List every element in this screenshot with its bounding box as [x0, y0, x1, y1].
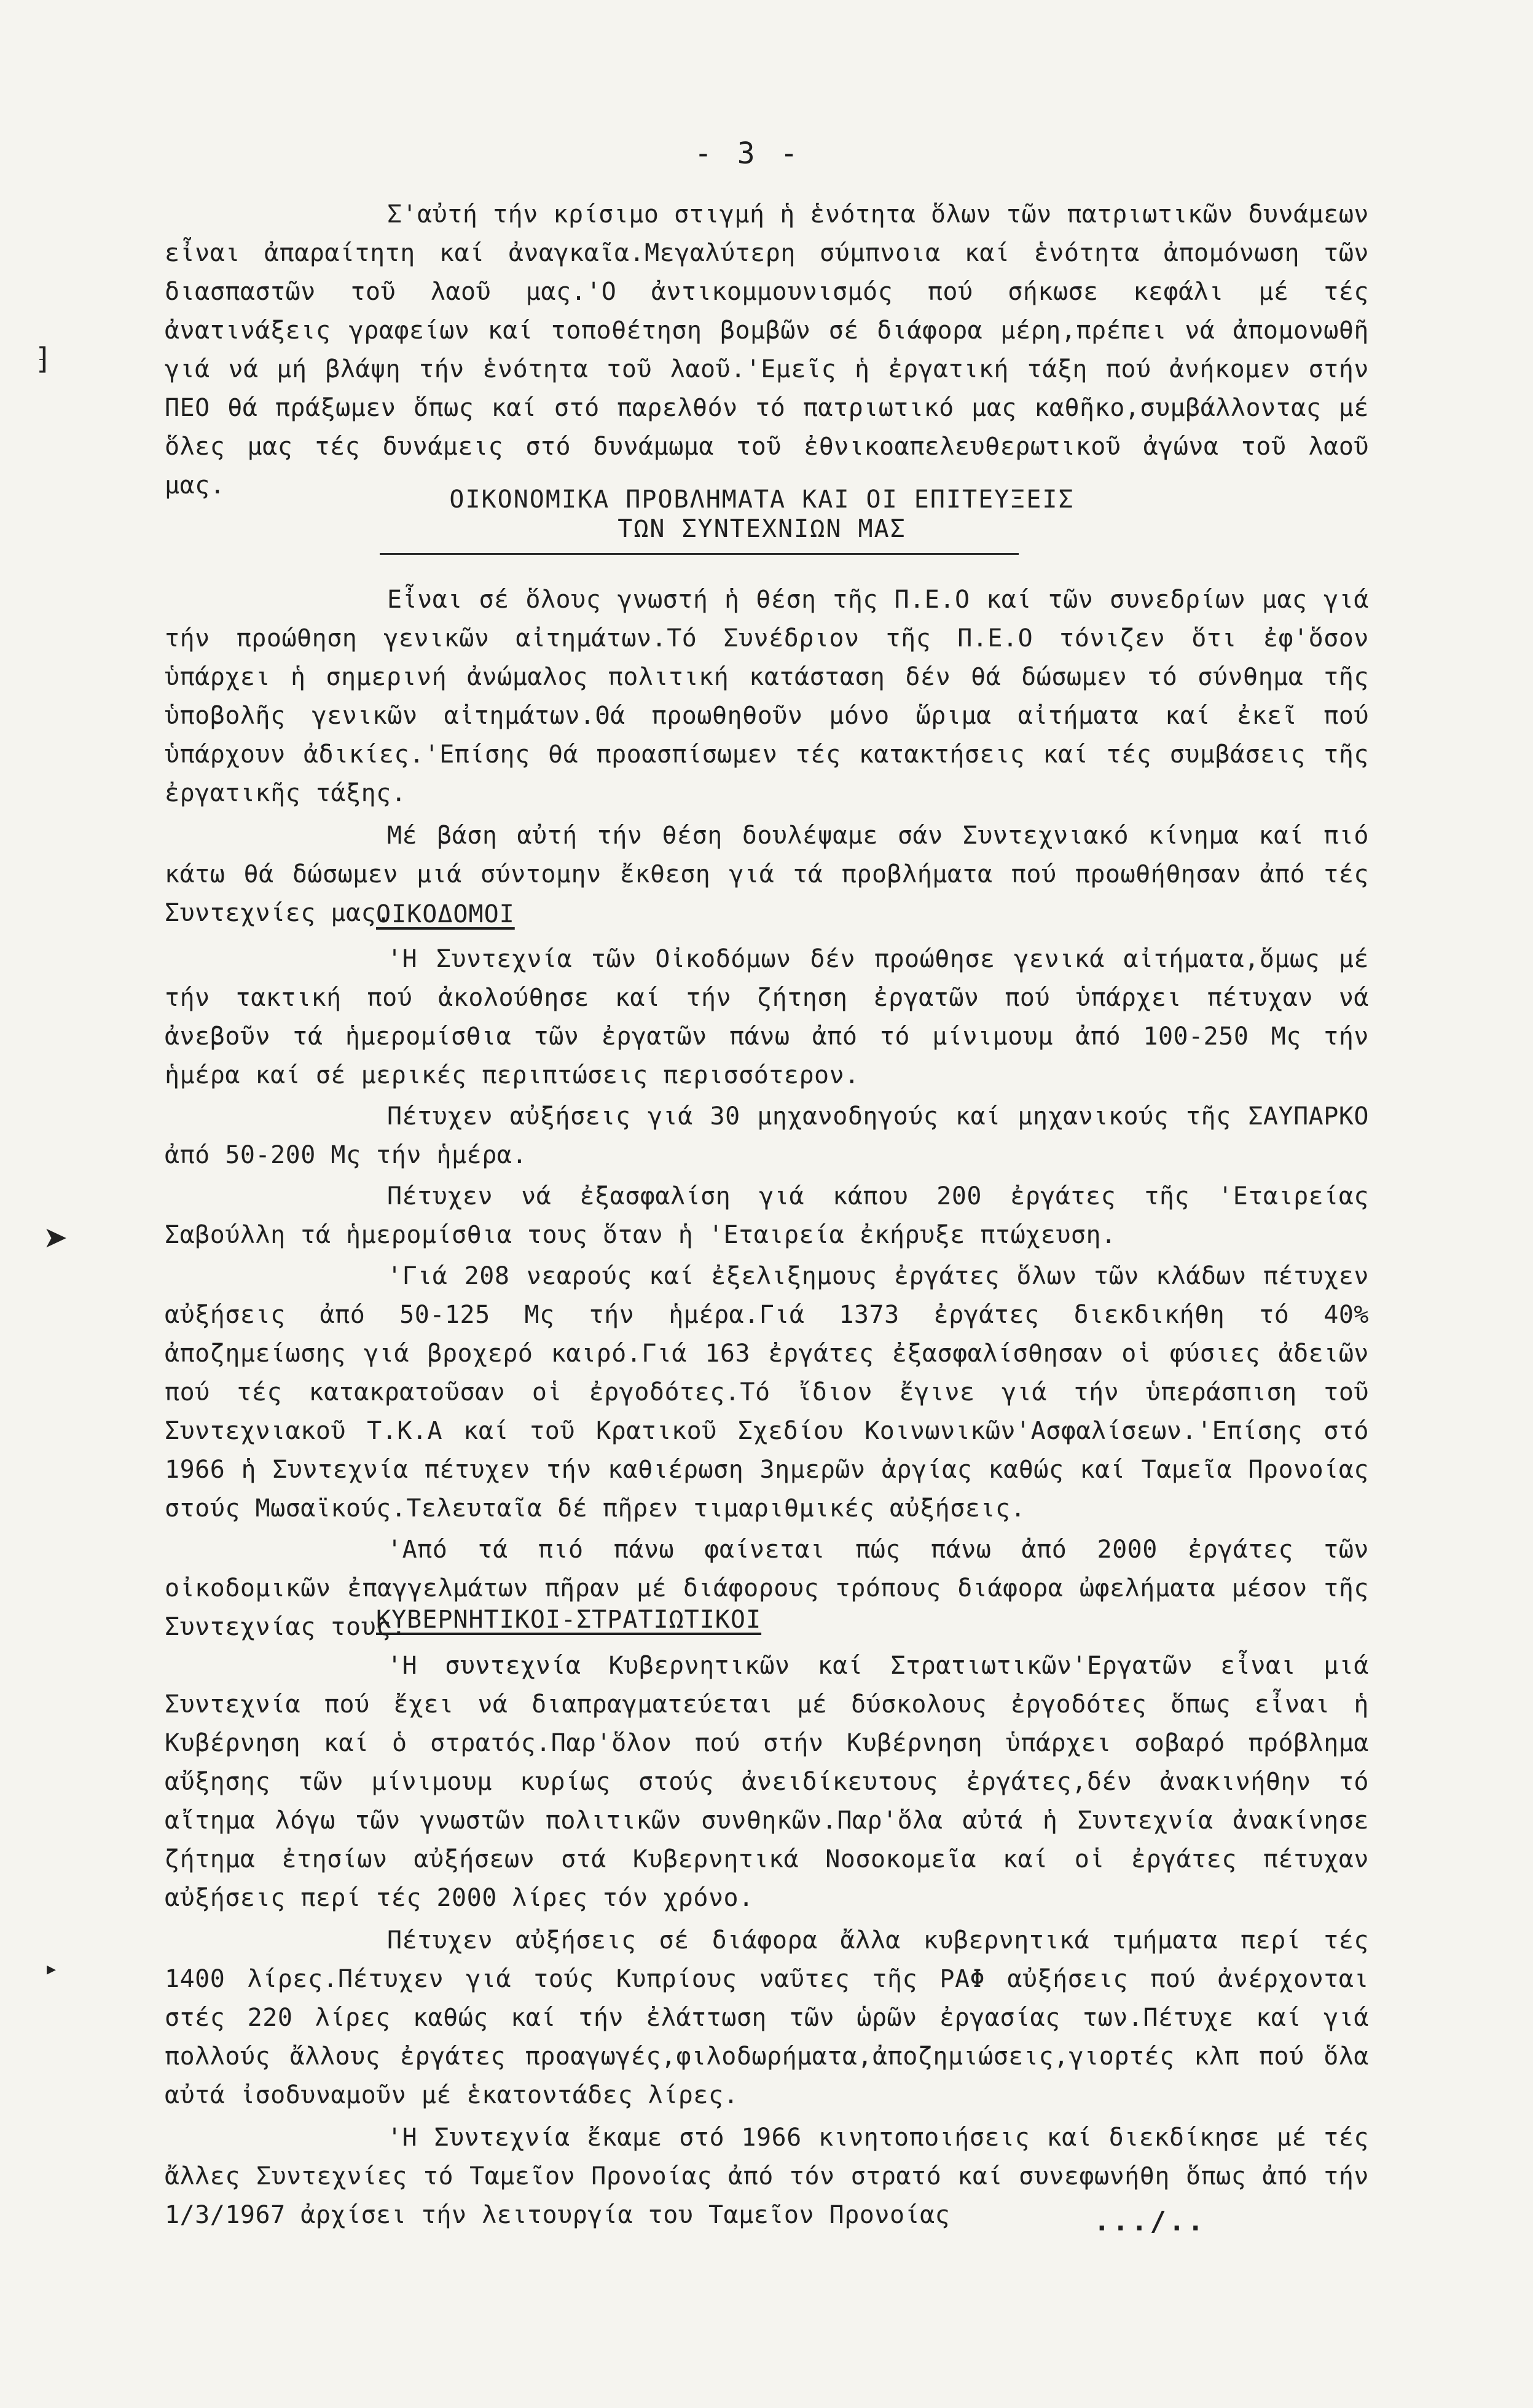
economic-paragraph: Μέ βάση αὐτή τήν θέση δουλέψαμε σάν Συντεχνιακό κίνημα καί πιό κάτω θά δώσωμεν μιά σύντομην ἔκθεση γιά τά προβλήματα πού προωθήθησαν ἀπό τές Συντεχνίες μας. — [165, 822, 1369, 927]
page-number: - 3 - — [694, 136, 802, 171]
government-section — [165, 1647, 1369, 2235]
builders-paragraph: Πέτυχεν αὐξήσεις γιά 30 μηχανοδηγούς καί μηχανικούς τῆς ΣΑΥΠΑΡΚΟ ἀπό 50-200 Μς τήν ἡμέρα. — [165, 1102, 1369, 1169]
government-paragraph: 'Η Συντεχνία ἔκαμε στό 1966 κινητοποιήσεις καί διεκδίκησε μέ τές ἄλλες Συντεχνίες τό Ταμεῖον Προνοίας ἀπό τόν στρατό καί συνεφωνήθη ὅπως ἀπό τήν 1/3/1967 ἀρχίσει τήν λειτουργία του Ταμεῖον Προνοίας — [165, 2124, 1369, 2229]
builders-paragraph: 'Γιά 208 νεαρούς καί ἐξελιξημους ἐργάτες ὅλων τῶν κλάδων πέτυχεν αὐξήσεις ἀπό 50-125 Μς τήν ἡμέρα.Γιά 1373 ἐργάτες διεκδικήθη τό 40% ἀποζημείωσης γιά βροχερό καιρό.Γιά 163 ἐργάτες ἐξασφαλίσθησαν οἱ φύσιες ἀδειῶν πού τές κατακρατοῦσαν οἱ ἐργοδότες.Τό ἴδιον ἔγινε γιά τήν ὑπεράσπιση τοῦ Συντεχνιακοῦ Τ.Κ.Α καί τοῦ Κρατικοῦ Σχεδίου Κοινωνικῶν'Ασφαλίσεων.'Επίσης στό 1966 ἡ Συντεχνία πέτυχεν τήν καθιέρωση 3ημερῶν ἀργίας καθώς καί Ταμεῖα Προνοίας στούς Μωσαϊκούς.Τελευταῖα δέ πῆρεν τιμαριθμικές αὐξήσεις. — [165, 1262, 1369, 1523]
economic-paragraph: Εἶναι σέ ὅλους γνωστή ἡ θέση τῆς Π.Ε.Ο καί τῶν συνεδρίων μας γιά τήν προώθηση γενικῶν αἰτημάτων.Τό Συνέδριον τῆς Π.Ε.Ο τόνιζεν ὅτι ἐφ'ὅσον ὑπάρχει ἡ σημερινή ἀνώμαλος πολιτική κατάσταση δέν θά δώσωμεν τό σύνθημα τῆς ὑποβολῆς γενικῶν αἰτημάτων.Θά προωθηθοῦν μόνο ὥριμα αἰτήματα καί ἐκεῖ πού ὑπάρχουν ἀδικίες.'Επίσης θά προασπίσωμεν τές κατακτήσεις καί τές συμβάσεις τῆς ἐργατικῆς τάξης. — [165, 586, 1369, 807]
builders-section — [165, 940, 1369, 1647]
government-heading: ΚΥΒΕΡΝΗΤΙΚΟΙ-ΣΤΡΑΤΙΩΤΙΚΟΙ — [376, 1606, 762, 1634]
intro-section — [165, 195, 1369, 505]
builders-paragraph: 'Από τά πιό πάνω φαίνεται πώς πάνω ἀπό 2000 ἐργάτες τῶν οἰκοδομικῶν ἐπαγγελμάτων πῆραν μέ διάφορους τρόπους διάφορα ὠφελήματα μέσον τῆς Συντεχνίας τους. — [165, 1535, 1369, 1641]
government-paragraph: Πέτυχεν αὐξήσεις σέ διάφορα ἄλλα κυβερνητικά τμήματα περί τές 1400 λίρες.Πέτυχεν γιά τούς Κυπρίους ναῦτες τῆς ΡΑΦ αὐξήσεις πού ἀνέρχονται στές 220 λίρες καθώς καί τήν ἐλάττωση τῶν ὡρῶν ἐργασίας των.Πέτυχε καί γιά πολλούς ἄλλους ἐργάτες προαγωγές,φιλοδωρήματα,ἀποζημιώσεις,γιορτές κλπ πού ὅλα αὐτά ἰσοδυναμοῦν μέ ἑκατοντάδες λίρες. — [165, 1926, 1369, 2109]
intro-paragraph: Σ'αὐτή τήν κρίσιμο στιγμή ἡ ἑνότητα ὅλων τῶν πατριωτικῶν δυνάμεων εἶναι ἀπαραίτητη καί ἀναγκαῖα.Μεγαλύτερη σύμπνοια καί ἑνότητα ἀπομόνωση τῶν διασπαστῶν τοῦ λαοῦ μας.'Ο ἀντικομμουνισμός πού σήκωσε κεφάλι μέ τές ἀνατινάξεις γραφείων καί τοποθέτηση βομβῶν σέ διάφορα μέρη,πρέπει νά ἀπομονωθῆ γιά νά μή βλάψη τήν ἑνότητα τοῦ λαοῦ.'Εμεῖς ἡ ἐργατική τάξη πού ἀνήκομεν στήν ΠΕΟ θά πράξωμεν ὅπως καί στό παρελθόν τό πατριωτικό μας καθῆκο,συμβάλλοντας μέ ὅλες μας τές δυνάμεις στό δυνάμωμα τοῦ ἐθνικοαπελευθερωτικοῦ ἀγώνα τοῦ λαοῦ μας. — [165, 200, 1369, 500]
margin-dot-mark: ▸ — [47, 1958, 57, 1980]
margin-arrow-mark: ➤ — [43, 1220, 68, 1255]
section-heading-line1: ΟΙΚΟΝΟΜΙΚΑ ΠΡΟΒΛΗΜΑΤΑ ΚΑΙ ΟΙ ΕΠΙΤΕΥΞΕΙΣ — [449, 485, 1075, 514]
continuation-mark: .../.. — [1094, 2206, 1206, 2237]
margin-bracket-mark: ⁆ — [37, 342, 49, 376]
builders-heading: ΟΙΚΟΔΟΜΟΙ — [376, 900, 515, 928]
builders-paragraph: 'Η Συντεχνία τῶν Οἰκοδόμων δέν προώθησε γενικά αἰτήματα,ὅμως μέ τήν τακτική πού ἀκολούθησε καί τήν ζήτηση ἐργατῶν πού ὑπάρχει πέτυχαν νά ἀνεβοῦν τά ἡμερομίσθια τῶν ἐργατῶν πάνω ἀπό τό μίνιμουμ ἀπό 100-250 Μς τήν ἡμέρα καί σέ μερικές περιπτώσεις περισσότερον. — [165, 945, 1369, 1089]
economic-section — [165, 581, 1369, 933]
government-paragraph: 'Η συντεχνία Κυβερνητικῶν καί Στρατιωτικῶν'Εργατῶν εἶναι μιά Συντεχνία πού ἔχει νά διαπραγματεύεται μέ δύσκολους ἐργοδότες ὅπως εἶναι ἡ Κυβέρνηση καί ὁ στρατός.Παρ'ὅλον πού στήν Κυβέρνηση ὑπάρχει σοβαρό πρόβλημα αὔξησης τῶν μίνιμουμ κυρίως στούς ἀνειδίκευτους ἐργάτες,δέν ἀνακινήθην τό αἴτημα λόγω τῶν γνωστῶν πολιτικῶν συνθηκῶν.Παρ'ὅλα αὐτά ἡ Συντεχνία ἀνακίνησε ζήτημα ἐτησίων αὐξήσεων στά Κυβερνητικά Νοσοκομεῖα καί οἱ ἐργάτες πέτυχαν αὐξήσεις περί τές 2000 λίρες τόν χρόνο. — [165, 1652, 1369, 1912]
builders-paragraph: Πέτυχεν νά ἐξασφαλίση γιά κάπου 200 ἐργάτες τῆς 'Εταιρείας Σαβούλλη τά ἡμερομίσθια τους ὅταν ἡ 'Εταιρεία ἐκήρυξε πτώχευση. — [165, 1182, 1369, 1249]
heading-rule — [380, 553, 1019, 555]
section-heading-line2: ΤΩΝ ΣΥΝΤΕΧΝΙΩΝ ΜΑΣ — [618, 515, 906, 543]
